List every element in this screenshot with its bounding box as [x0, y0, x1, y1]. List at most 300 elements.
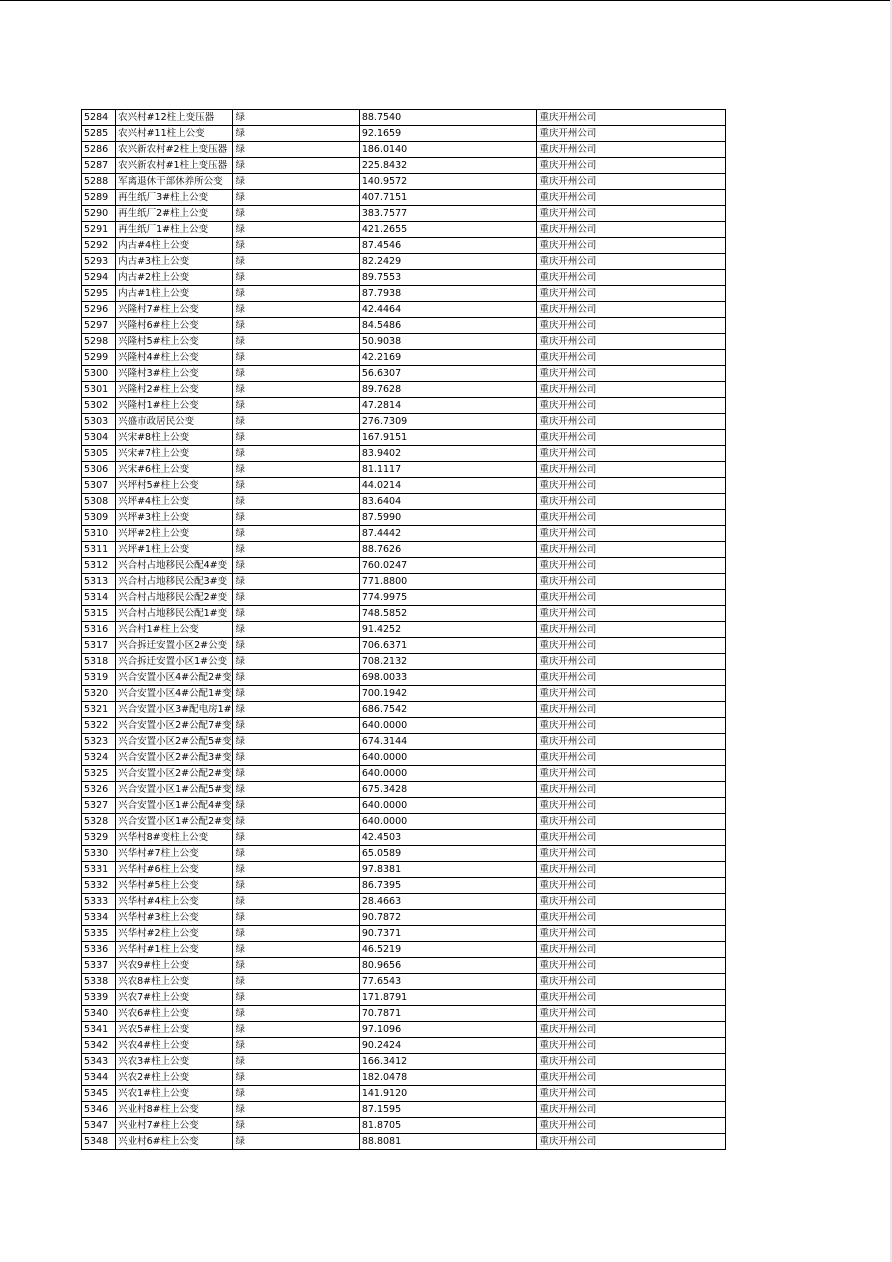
- status-color-cell: 绿: [233, 206, 359, 222]
- load-value-cell: 383.7577: [359, 206, 537, 222]
- table-row: [82, 830, 726, 846]
- status-color-cell: 绿: [233, 862, 359, 878]
- row-id-cell: 5304: [82, 430, 116, 446]
- status-color-cell: 绿: [233, 446, 359, 462]
- row-id-cell: 5329: [82, 830, 116, 846]
- status-color-cell: 绿: [233, 990, 359, 1006]
- row-id-cell: 5307: [82, 478, 116, 494]
- load-value-cell: 167.9151: [359, 430, 537, 446]
- table-row: [82, 686, 726, 702]
- table-row: [82, 174, 726, 190]
- load-value-cell: 87.5990: [359, 510, 537, 526]
- status-color-cell: 绿: [233, 1118, 359, 1134]
- status-color-cell: 绿: [233, 1022, 359, 1038]
- company-name-cell: 重庆开州公司: [537, 1054, 726, 1070]
- table-row: [82, 206, 726, 222]
- status-color-cell: 绿: [233, 430, 359, 446]
- row-id-cell: 5341: [82, 1022, 116, 1038]
- company-name-cell: 重庆开州公司: [537, 814, 726, 830]
- company-name-cell: 重庆开州公司: [537, 990, 726, 1006]
- status-color-cell: 绿: [233, 670, 359, 686]
- transformer-name-cell: 兴合安置小区1#公配5#变: [116, 782, 233, 798]
- table-row: [82, 878, 726, 894]
- status-color-cell: 绿: [233, 302, 359, 318]
- company-name-cell: 重庆开州公司: [537, 1102, 726, 1118]
- company-name-cell: 重庆开州公司: [537, 558, 726, 574]
- company-name-cell: 重庆开州公司: [537, 910, 726, 926]
- transformer-name-cell: 兴合安置小区1#公配2#变: [116, 814, 233, 830]
- row-id-cell: 5348: [82, 1134, 116, 1150]
- status-color-cell: 绿: [233, 814, 359, 830]
- load-value-cell: 186.0140: [359, 142, 537, 158]
- status-color-cell: 绿: [233, 542, 359, 558]
- transformer-name-cell: 兴合拆迁安置小区2#公变: [116, 638, 233, 654]
- company-name-cell: 重庆开州公司: [537, 302, 726, 318]
- row-id-cell: 5289: [82, 190, 116, 206]
- load-value-cell: 42.4464: [359, 302, 537, 318]
- status-color-cell: 绿: [233, 606, 359, 622]
- table-row: [82, 926, 726, 942]
- row-id-cell: 5317: [82, 638, 116, 654]
- load-value-cell: 771.8800: [359, 574, 537, 590]
- row-id-cell: 5291: [82, 222, 116, 238]
- transformer-name-cell: 兴业村6#柱上公变: [116, 1134, 233, 1150]
- load-value-cell: 88.7626: [359, 542, 537, 558]
- table-row: [82, 974, 726, 990]
- row-id-cell: 5346: [82, 1102, 116, 1118]
- status-color-cell: 绿: [233, 638, 359, 654]
- transformer-name-cell: 兴合安置小区2#公配5#变: [116, 734, 233, 750]
- company-name-cell: 重庆开州公司: [537, 606, 726, 622]
- transformer-name-cell: 兴坪#1柱上公变: [116, 542, 233, 558]
- company-name-cell: 重庆开州公司: [537, 318, 726, 334]
- row-id-cell: 5292: [82, 238, 116, 254]
- transformer-name-cell: 兴合村1#柱上公变: [116, 622, 233, 638]
- status-color-cell: 绿: [233, 414, 359, 430]
- company-name-cell: 重庆开州公司: [537, 622, 726, 638]
- status-color-cell: 绿: [233, 894, 359, 910]
- table-row: [82, 1006, 726, 1022]
- table-row: [82, 430, 726, 446]
- load-value-cell: 674.3144: [359, 734, 537, 750]
- row-id-cell: 5298: [82, 334, 116, 350]
- table-row: [82, 366, 726, 382]
- table-row: [82, 510, 726, 526]
- load-value-cell: 276.7309: [359, 414, 537, 430]
- row-id-cell: 5347: [82, 1118, 116, 1134]
- company-name-cell: 重庆开州公司: [537, 750, 726, 766]
- row-id-cell: 5333: [82, 894, 116, 910]
- status-color-cell: 绿: [233, 590, 359, 606]
- company-name-cell: 重庆开州公司: [537, 222, 726, 238]
- table-row: [82, 126, 726, 142]
- row-id-cell: 5323: [82, 734, 116, 750]
- transformer-name-cell: 兴合安置小区2#公配3#变: [116, 750, 233, 766]
- table-row: [82, 734, 726, 750]
- table-row: [82, 1102, 726, 1118]
- load-value-cell: 87.1595: [359, 1102, 537, 1118]
- row-id-cell: 5335: [82, 926, 116, 942]
- row-id-cell: 5314: [82, 590, 116, 606]
- company-name-cell: 重庆开州公司: [537, 174, 726, 190]
- row-id-cell: 5310: [82, 526, 116, 542]
- load-value-cell: 675.3428: [359, 782, 537, 798]
- status-color-cell: 绿: [233, 1006, 359, 1022]
- status-color-cell: 绿: [233, 286, 359, 302]
- row-id-cell: 5337: [82, 958, 116, 974]
- transformer-name-cell: 兴宋#7柱上公变: [116, 446, 233, 462]
- row-id-cell: 5345: [82, 1086, 116, 1102]
- transformer-name-cell: 兴合村占地移民公配3#变: [116, 574, 233, 590]
- load-value-cell: 640.0000: [359, 766, 537, 782]
- status-color-cell: 绿: [233, 126, 359, 142]
- table-row: [82, 846, 726, 862]
- transformer-name-cell: 兴隆村3#柱上公变: [116, 366, 233, 382]
- transformer-name-cell: 兴合拆迁安置小区1#公变: [116, 654, 233, 670]
- company-name-cell: 重庆开州公司: [537, 798, 726, 814]
- load-value-cell: 86.7395: [359, 878, 537, 894]
- load-value-cell: 97.1096: [359, 1022, 537, 1038]
- table-row: [82, 270, 726, 286]
- company-name-cell: 重庆开州公司: [537, 1022, 726, 1038]
- transformer-name-cell: 农兴村#12柱上变压器: [116, 110, 233, 126]
- transformer-name-cell: 内古#1柱上公变: [116, 286, 233, 302]
- row-id-cell: 5303: [82, 414, 116, 430]
- transformer-name-cell: 兴农9#柱上公变: [116, 958, 233, 974]
- transformer-name-cell: 内古#2柱上公变: [116, 270, 233, 286]
- company-name-cell: 重庆开州公司: [537, 1134, 726, 1150]
- row-id-cell: 5324: [82, 750, 116, 766]
- page-top-border: [0, 0, 890, 1]
- load-value-cell: 166.3412: [359, 1054, 537, 1070]
- table-row: [82, 958, 726, 974]
- row-id-cell: 5326: [82, 782, 116, 798]
- status-color-cell: 绿: [233, 318, 359, 334]
- transformer-name-cell: 兴隆村2#柱上公变: [116, 382, 233, 398]
- company-name-cell: 重庆开州公司: [537, 1006, 726, 1022]
- company-name-cell: 重庆开州公司: [537, 462, 726, 478]
- status-color-cell: 绿: [233, 654, 359, 670]
- company-name-cell: 重庆开州公司: [537, 1038, 726, 1054]
- company-name-cell: 重庆开州公司: [537, 926, 726, 942]
- status-color-cell: 绿: [233, 142, 359, 158]
- table-row: [82, 238, 726, 254]
- status-color-cell: 绿: [233, 254, 359, 270]
- load-value-cell: 81.1117: [359, 462, 537, 478]
- row-id-cell: 5327: [82, 798, 116, 814]
- table-row: [82, 1070, 726, 1086]
- company-name-cell: 重庆开州公司: [537, 846, 726, 862]
- company-name-cell: 重庆开州公司: [537, 942, 726, 958]
- row-id-cell: 5285: [82, 126, 116, 142]
- table-row: [82, 350, 726, 366]
- load-value-cell: 83.9402: [359, 446, 537, 462]
- company-name-cell: 重庆开州公司: [537, 718, 726, 734]
- company-name-cell: 重庆开州公司: [537, 398, 726, 414]
- row-id-cell: 5344: [82, 1070, 116, 1086]
- load-value-cell: 88.7540: [359, 110, 537, 126]
- table-row: [82, 1054, 726, 1070]
- company-name-cell: 重庆开州公司: [537, 270, 726, 286]
- status-color-cell: 绿: [233, 958, 359, 974]
- row-id-cell: 5331: [82, 862, 116, 878]
- status-color-cell: 绿: [233, 910, 359, 926]
- transformer-name-cell: 兴合安置小区4#公配2#变: [116, 670, 233, 686]
- table-row: [82, 990, 726, 1006]
- row-id-cell: 5287: [82, 158, 116, 174]
- status-color-cell: 绿: [233, 110, 359, 126]
- transformer-name-cell: 再生纸厂2#柱上公变: [116, 206, 233, 222]
- transformer-name-cell: 兴盛市政居民公变: [116, 414, 233, 430]
- status-color-cell: 绿: [233, 1134, 359, 1150]
- load-value-cell: 92.1659: [359, 126, 537, 142]
- status-color-cell: 绿: [233, 494, 359, 510]
- load-value-cell: 42.2169: [359, 350, 537, 366]
- company-name-cell: 重庆开州公司: [537, 734, 726, 750]
- load-value-cell: 70.7871: [359, 1006, 537, 1022]
- company-name-cell: 重庆开州公司: [537, 894, 726, 910]
- status-color-cell: 绿: [233, 366, 359, 382]
- load-value-cell: 748.5852: [359, 606, 537, 622]
- company-name-cell: 重庆开州公司: [537, 478, 726, 494]
- transformer-name-cell: 兴隆村5#柱上公变: [116, 334, 233, 350]
- load-value-cell: 50.9038: [359, 334, 537, 350]
- transformer-name-cell: 内古#4柱上公变: [116, 238, 233, 254]
- company-name-cell: 重庆开州公司: [537, 574, 726, 590]
- status-color-cell: 绿: [233, 1054, 359, 1070]
- load-value-cell: 774.9975: [359, 590, 537, 606]
- row-id-cell: 5294: [82, 270, 116, 286]
- table-body: [82, 110, 726, 1150]
- company-name-cell: 重庆开州公司: [537, 254, 726, 270]
- table-row: [82, 542, 726, 558]
- status-color-cell: 绿: [233, 270, 359, 286]
- company-name-cell: 重庆开州公司: [537, 190, 726, 206]
- load-value-cell: 56.6307: [359, 366, 537, 382]
- table-row: [82, 142, 726, 158]
- table-row: [82, 302, 726, 318]
- load-value-cell: 407.7151: [359, 190, 537, 206]
- row-id-cell: 5336: [82, 942, 116, 958]
- row-id-cell: 5290: [82, 206, 116, 222]
- load-value-cell: 97.8381: [359, 862, 537, 878]
- company-name-cell: 重庆开州公司: [537, 702, 726, 718]
- company-name-cell: 重庆开州公司: [537, 526, 726, 542]
- load-value-cell: 81.8705: [359, 1118, 537, 1134]
- company-name-cell: 重庆开州公司: [537, 542, 726, 558]
- status-color-cell: 绿: [233, 526, 359, 542]
- table-row: [82, 574, 726, 590]
- status-color-cell: 绿: [233, 734, 359, 750]
- row-id-cell: 5309: [82, 510, 116, 526]
- row-id-cell: 5342: [82, 1038, 116, 1054]
- table-row: [82, 1086, 726, 1102]
- row-id-cell: 5332: [82, 878, 116, 894]
- company-name-cell: 重庆开州公司: [537, 430, 726, 446]
- load-value-cell: 640.0000: [359, 798, 537, 814]
- company-name-cell: 重庆开州公司: [537, 878, 726, 894]
- load-value-cell: 640.0000: [359, 718, 537, 734]
- status-color-cell: 绿: [233, 766, 359, 782]
- row-id-cell: 5293: [82, 254, 116, 270]
- company-name-cell: 重庆开州公司: [537, 286, 726, 302]
- row-id-cell: 5330: [82, 846, 116, 862]
- company-name-cell: 重庆开州公司: [537, 126, 726, 142]
- transformer-name-cell: 兴农7#柱上公变: [116, 990, 233, 1006]
- company-name-cell: 重庆开州公司: [537, 382, 726, 398]
- transformer-name-cell: 农兴新农村#1柱上变压器: [116, 158, 233, 174]
- table-row: [82, 654, 726, 670]
- transformer-name-cell: 兴合村占地移民公配4#变: [116, 558, 233, 574]
- row-id-cell: 5325: [82, 766, 116, 782]
- row-id-cell: 5316: [82, 622, 116, 638]
- transformer-name-cell: 兴业村7#柱上公变: [116, 1118, 233, 1134]
- company-name-cell: 重庆开州公司: [537, 830, 726, 846]
- load-value-cell: 90.7872: [359, 910, 537, 926]
- table-row: [82, 382, 726, 398]
- load-value-cell: 700.1942: [359, 686, 537, 702]
- row-id-cell: 5339: [82, 990, 116, 1006]
- row-id-cell: 5321: [82, 702, 116, 718]
- company-name-cell: 重庆开州公司: [537, 366, 726, 382]
- load-value-cell: 80.9656: [359, 958, 537, 974]
- row-id-cell: 5300: [82, 366, 116, 382]
- table-row: [82, 286, 726, 302]
- transformer-name-cell: 兴隆村7#柱上公变: [116, 302, 233, 318]
- load-value-cell: 640.0000: [359, 814, 537, 830]
- transformer-name-cell: 兴华村#4柱上公变: [116, 894, 233, 910]
- company-name-cell: 重庆开州公司: [537, 670, 726, 686]
- transformer-name-cell: 兴华村#3柱上公变: [116, 910, 233, 926]
- row-id-cell: 5315: [82, 606, 116, 622]
- transformer-name-cell: 兴华村#7柱上公变: [116, 846, 233, 862]
- load-value-cell: 89.7628: [359, 382, 537, 398]
- load-value-cell: 708.2132: [359, 654, 537, 670]
- load-value-cell: 84.5486: [359, 318, 537, 334]
- load-value-cell: 88.8081: [359, 1134, 537, 1150]
- transformer-name-cell: 兴隆村6#柱上公变: [116, 318, 233, 334]
- table-row: [82, 254, 726, 270]
- row-id-cell: 5311: [82, 542, 116, 558]
- status-color-cell: 绿: [233, 382, 359, 398]
- status-color-cell: 绿: [233, 942, 359, 958]
- transformer-name-cell: 农兴村#11柱上公变: [116, 126, 233, 142]
- status-color-cell: 绿: [233, 974, 359, 990]
- table-row: [82, 590, 726, 606]
- table-row: [82, 462, 726, 478]
- transformer-table: [81, 109, 726, 1150]
- transformer-name-cell: 兴农2#柱上公变: [116, 1070, 233, 1086]
- status-color-cell: 绿: [233, 398, 359, 414]
- table-row: [82, 750, 726, 766]
- transformer-name-cell: 兴业村8#柱上公变: [116, 1102, 233, 1118]
- table-row: [82, 782, 726, 798]
- transformer-name-cell: 再生纸厂3#柱上公变: [116, 190, 233, 206]
- status-color-cell: 绿: [233, 926, 359, 942]
- table-row: [82, 1118, 726, 1134]
- status-color-cell: 绿: [233, 334, 359, 350]
- transformer-name-cell: 兴合安置小区3#配电房1#: [116, 702, 233, 718]
- load-value-cell: 47.2814: [359, 398, 537, 414]
- row-id-cell: 5308: [82, 494, 116, 510]
- load-value-cell: 46.5219: [359, 942, 537, 958]
- status-color-cell: 绿: [233, 1086, 359, 1102]
- table-row: [82, 334, 726, 350]
- company-name-cell: 重庆开州公司: [537, 974, 726, 990]
- status-color-cell: 绿: [233, 1038, 359, 1054]
- transformer-name-cell: 兴华村#5柱上公变: [116, 878, 233, 894]
- transformer-name-cell: 兴农4#柱上公变: [116, 1038, 233, 1054]
- table-row: [82, 558, 726, 574]
- transformer-name-cell: 兴农1#柱上公变: [116, 1086, 233, 1102]
- transformer-name-cell: 兴坪#3柱上公变: [116, 510, 233, 526]
- status-color-cell: 绿: [233, 574, 359, 590]
- transformer-name-cell: 兴华村#1柱上公变: [116, 942, 233, 958]
- load-value-cell: 65.0589: [359, 846, 537, 862]
- row-id-cell: 5295: [82, 286, 116, 302]
- load-value-cell: 90.2424: [359, 1038, 537, 1054]
- row-id-cell: 5334: [82, 910, 116, 926]
- company-name-cell: 重庆开州公司: [537, 414, 726, 430]
- table-row: [82, 478, 726, 494]
- transformer-name-cell: 兴合安置小区4#公配1#变: [116, 686, 233, 702]
- load-value-cell: 91.4252: [359, 622, 537, 638]
- transformer-name-cell: 兴坪#4柱上公变: [116, 494, 233, 510]
- row-id-cell: 5318: [82, 654, 116, 670]
- table-row: [82, 526, 726, 542]
- status-color-cell: 绿: [233, 558, 359, 574]
- company-name-cell: 重庆开州公司: [537, 766, 726, 782]
- status-color-cell: 绿: [233, 718, 359, 734]
- company-name-cell: 重庆开州公司: [537, 862, 726, 878]
- table-row: [82, 110, 726, 126]
- row-id-cell: 5322: [82, 718, 116, 734]
- table-row: [82, 606, 726, 622]
- load-value-cell: 760.0247: [359, 558, 537, 574]
- status-color-cell: 绿: [233, 350, 359, 366]
- row-id-cell: 5286: [82, 142, 116, 158]
- table-row: [82, 942, 726, 958]
- transformer-name-cell: 兴隆村1#柱上公变: [116, 398, 233, 414]
- load-value-cell: 42.4503: [359, 830, 537, 846]
- transformer-name-cell: 兴合安置小区2#公配7#变: [116, 718, 233, 734]
- status-color-cell: 绿: [233, 190, 359, 206]
- company-name-cell: 重庆开州公司: [537, 494, 726, 510]
- table-row: [82, 414, 726, 430]
- load-value-cell: 28.4663: [359, 894, 537, 910]
- table-row: [82, 222, 726, 238]
- status-color-cell: 绿: [233, 1102, 359, 1118]
- load-value-cell: 77.6543: [359, 974, 537, 990]
- company-name-cell: 重庆开州公司: [537, 142, 726, 158]
- load-value-cell: 87.7938: [359, 286, 537, 302]
- company-name-cell: 重庆开州公司: [537, 158, 726, 174]
- status-color-cell: 绿: [233, 462, 359, 478]
- row-id-cell: 5312: [82, 558, 116, 574]
- table-row: [82, 814, 726, 830]
- table-row: [82, 766, 726, 782]
- table-row: [82, 318, 726, 334]
- transformer-name-cell: 兴华村#2柱上公变: [116, 926, 233, 942]
- row-id-cell: 5299: [82, 350, 116, 366]
- company-name-cell: 重庆开州公司: [537, 1086, 726, 1102]
- transformer-name-cell: 兴农5#柱上公变: [116, 1022, 233, 1038]
- load-value-cell: 706.6371: [359, 638, 537, 654]
- status-color-cell: 绿: [233, 478, 359, 494]
- load-value-cell: 83.6404: [359, 494, 537, 510]
- status-color-cell: 绿: [233, 622, 359, 638]
- company-name-cell: 重庆开州公司: [537, 654, 726, 670]
